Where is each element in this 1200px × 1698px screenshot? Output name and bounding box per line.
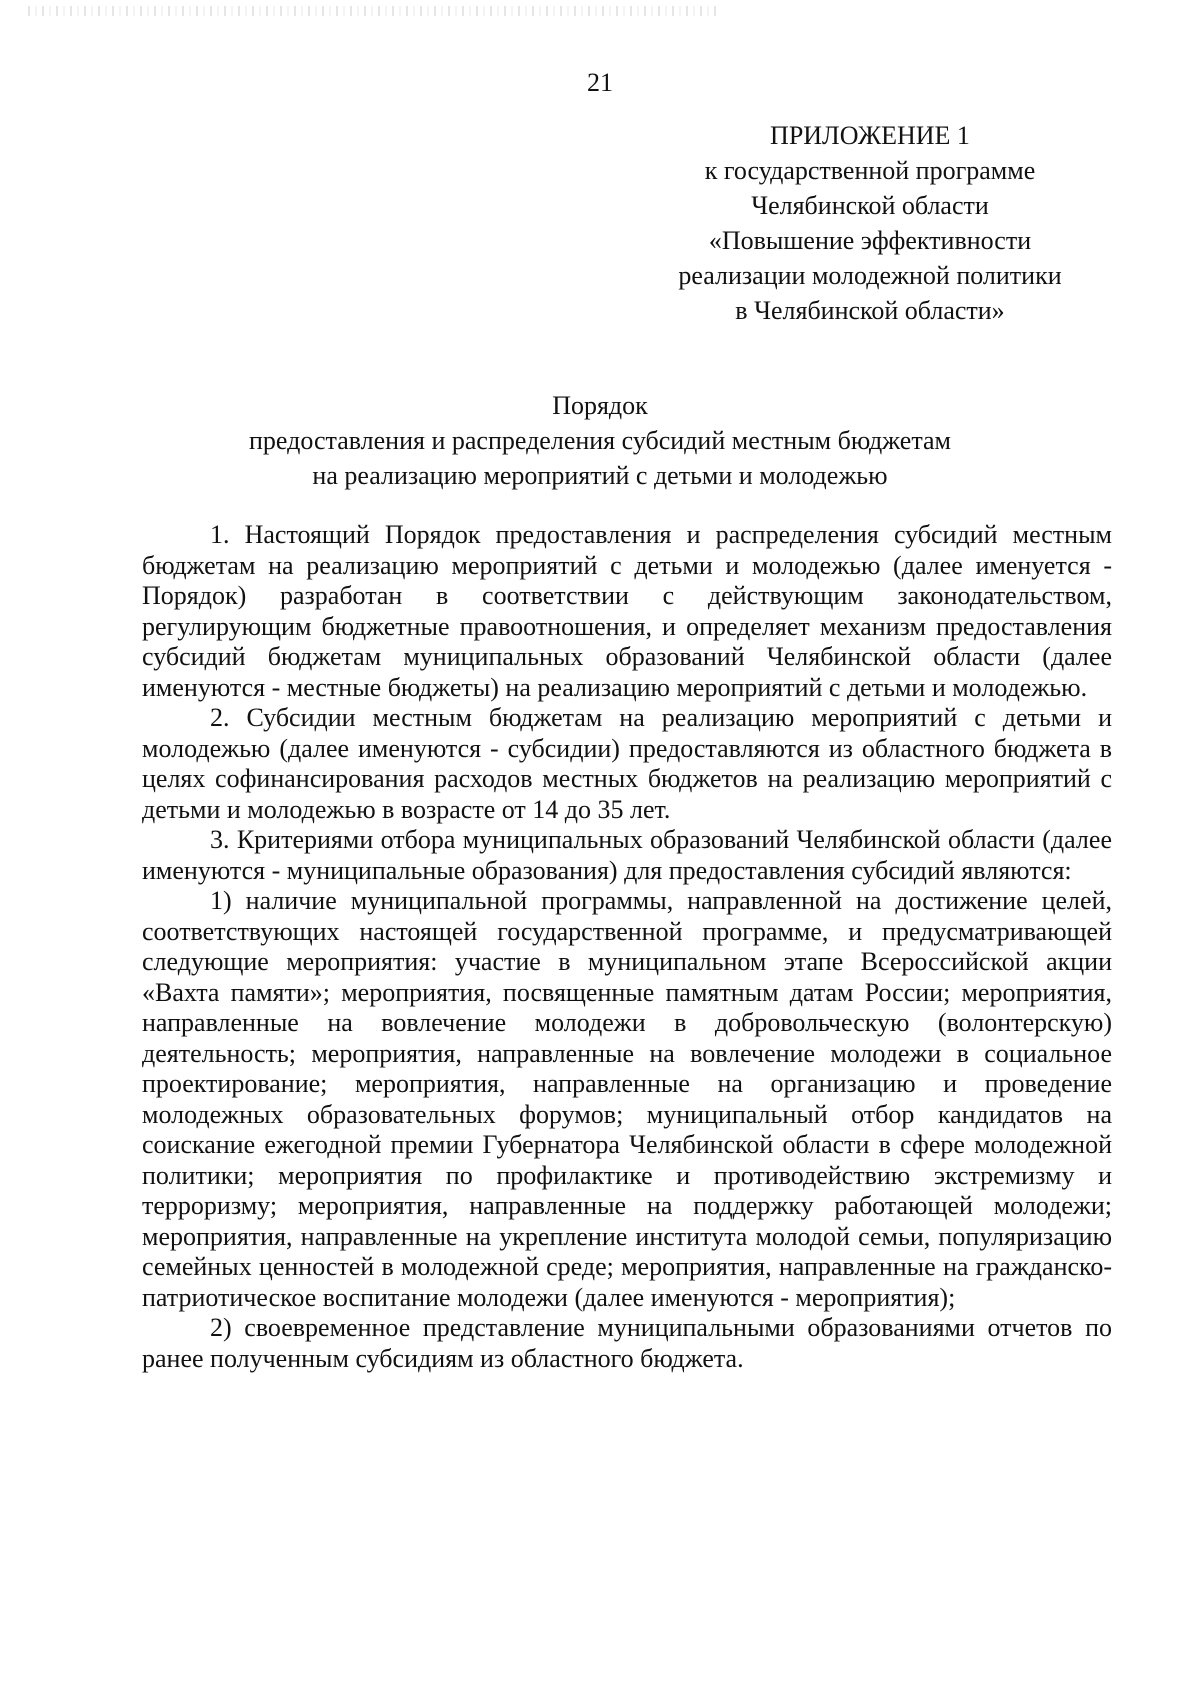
page-number: 21 <box>587 68 613 97</box>
appendix-line: «Повышение эффективности <box>708 226 1032 255</box>
appendix-heading: ПРИЛОЖЕНИЕ 1 <box>770 121 970 150</box>
appendix-line: реализации молодежной политики <box>678 261 1062 290</box>
title-line-3: на реализацию мероприятий с детьми и молодежью <box>312 461 888 490</box>
paragraph-3: 3. Критериями отбора муниципальных образований Челябинской области (далее именуются - муниципальные образования) для предоставления субсидий являются: <box>142 825 1112 885</box>
title-line-1: Порядок <box>552 391 648 420</box>
appendix-block <box>640 118 1100 328</box>
document-title <box>0 388 1200 493</box>
appendix-line: Челябинской области <box>751 191 989 220</box>
criterion-2: 2) своевременное представление муниципальными образованиями отчетов по ранее полученным субсидиям из областного бюджета. <box>142 1313 1112 1373</box>
appendix-line: в Челябинской области» <box>735 296 1005 325</box>
document-body <box>142 520 1112 1374</box>
criterion-1: 1) наличие муниципальной программы, направленной на достижение целей, соответствующих настоящей государственной программе, и предусматривающей следующие мероприятия: участие в муниципальном этапе Всероссийской акции «Вахта памяти»; мероприятия, посвященные памятным датам России; мероприятия, направленные на вовлечение молодежи в добровольческую (волонтерскую) деятельность; мероприятия, направленные на вовлечение молодежи в социальное проектирование; мероприятия, направленные на организацию и проведение молодежных образовательных форумов; муниципальный отбор кандидатов на соискание ежегодной премии Губернатора Челябинской области в сфере молодежной политики; мероприятия по профилактике и противодействию экстремизму и терроризму; мероприятия, направленные на поддержку работающей молодежи; мероприятия, направленные на укрепление института молодой семьи, популяризацию семейных ценностей в молодежной среде; мероприятия, направленные на гражданско-патриотическое воспитание молодежи (далее именуются - мероприятия); <box>142 886 1112 1312</box>
paragraph-1: 1. Настоящий Порядок предоставления и распределения субсидий местным бюджетам на реализацию мероприятий с детьми и молодежью (далее именуется - Порядок) разработан в соответствии с действующим законодательством, регулирующим бюджетные правоотношения, и определяет механизм предоставления субсидий бюджетам муниципальных образований Челябинской области (далее именуются - местные бюджеты) на реализацию мероприятий с детьми и молодежью. <box>142 520 1112 702</box>
title-line-2: предоставления и распределения субсидий местным бюджетам <box>248 426 952 455</box>
appendix-line: к государственной программе <box>704 156 1036 185</box>
scan-artifact <box>28 6 718 16</box>
paragraph-2: 2. Субсидии местным бюджетам на реализацию мероприятий с детьми и молодежью (далее именуются - субсидии) предоставляются из областного бюджета в целях софинансирования расходов местных бюджетов на реализацию мероприятий с детьми и молодежью в возрасте от 14 до 35 лет. <box>142 703 1112 824</box>
